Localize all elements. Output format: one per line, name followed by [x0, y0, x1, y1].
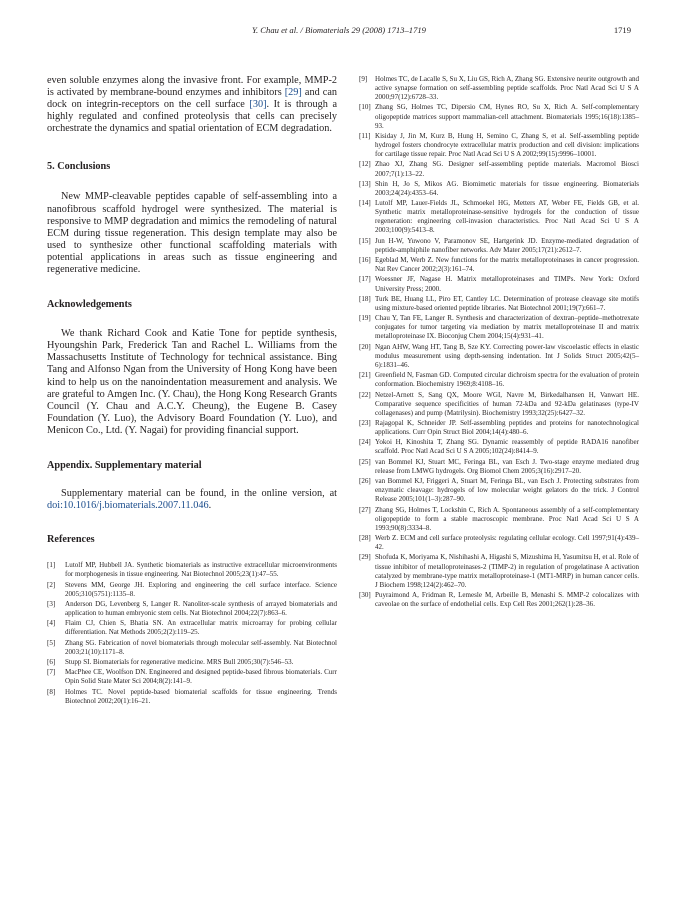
reference-text: van Bommel KJ, Friggeri A, Stuart M, Feringa BL, van Esch J. Protecting substrates from enzymatic cleavage: hydrogels of low molecular weight gelators do the trick. J Control Release 2005;101(1–3):287–90. [375, 477, 639, 504]
reference-item [359, 295, 639, 313]
reference-item [359, 199, 639, 235]
reference-number: [26] [359, 477, 371, 486]
reference-text: Rajagopal K, Schneider JP. Self-assembling peptides and proteins for nanotechnological applications. Curr Opin Struct Biol 2004;14(4):480–6. [375, 419, 639, 437]
reference-text: Turk BE, Huang LL, Piro ET, Cantley LC. Determination of protease cleavage site motifs using mixture-based oriented peptide libraries. Nat Biotechnol 2001;19(7):661–7. [375, 294, 639, 312]
reference-item [359, 591, 639, 609]
reference-item [47, 600, 337, 618]
reference-number: [5] [47, 638, 56, 647]
acknowledgements-paragraph: We thank Richard Cook and Katie Tone for peptide synthesis, Hyoungshin Park, Frederick Tan and Rachel L. Williams from the Massachusetts Institute of Technology for technical assistance. Bing Tang and Alfonso Ngan from the University of Hong Kong have been kind to help us on the nanoindentation measurement and analysis. We are grateful to Amgen Inc. (Y. Chau), the Hong Kong Research Grants Council (Y. Chau and A.C.Y. Cheung), the Eugene B. Casey Foundation (Y. Luo), the Advisory Board Foundation (Y. Luo), and Menicon Co., Ltd. (Y. Nagai) for providing financial support. [47, 328, 337, 436]
reference-text: Shin H, Jo S, Mikos AG. Biomimetic materials for tissue engineering. Biomaterials 2003;24(24):4353–64. [375, 179, 639, 197]
reference-text: Egeblad M, Werb Z. New functions for the matrix metalloproteinases in cancer progression. Nat Rev Cancer 2002;2(3):161–74. [375, 256, 639, 274]
reference-item [359, 256, 639, 274]
reference-number: [16] [359, 256, 371, 265]
reference-number: [2] [47, 580, 56, 589]
reference-text: Lutolf MP, Lauer-Fields JL, Schmoekel HG, Metters AT, Weber FE, Fields GB, et al. Synthetic matrix metalloproteinase-sensitive hydrogels for the conduction of tissue regeneration: engineering cell-invasion characteristics. Proc Natl Acad Sci U S A 2003;100(9):5413–8. [375, 199, 639, 235]
reference-number: [30] [359, 591, 371, 599]
reference-item [47, 668, 337, 686]
reference-number: [7] [47, 668, 56, 677]
reference-number: [28] [359, 534, 371, 543]
reference-item [47, 658, 337, 667]
reference-item [359, 75, 639, 102]
reference-text: Yokoi H, Kinoshita T, Zhang SG. Dynamic reassembly of peptide RADA16 nanofiber scaffold. Proc Natl Acad Sci U S A 2005;102(24):8414–9. [375, 438, 639, 456]
reference-text: Jun H-W, Yuwono V, Paramonov SE, Hartgerink JD. Enzyme-mediated degradation of peptide-amphiphile nanofiber networks. Adv Mater 2005;17(21):2612–7. [375, 236, 639, 254]
reference-text: Zhang SG, Holmes T, Lockshin C, Rich A. Spontaneous assembly of a self-complementary oligopeptide to form a stable macroscopic membrane. Proc Natl Acad Sci U S A 1993;90(8):3334–8. [375, 505, 639, 532]
appendix-heading: Appendix. Supplementary material [47, 459, 202, 471]
reference-item [359, 160, 639, 178]
reference-number: [3] [47, 599, 56, 608]
doi-link[interactable]: doi:10.1016/j.biomaterials.2007.11.046 [47, 500, 209, 512]
reference-number: [23] [359, 419, 371, 427]
reference-number: [20] [359, 342, 371, 351]
reference-item [359, 391, 639, 418]
reference-text: Holmes TC. Novel peptide-based biomaterial scaffolds for tissue engineering. Trends Biotechnol 2002;20(1):16–21. [65, 687, 337, 705]
reference-text: MacPhee CE, Woolfson DN. Engineered and designed peptide-based fibrous biomaterials. Curr Opin Solid State Mater Sci 2004;8(2):141–9. [65, 668, 337, 686]
reference-item [359, 343, 639, 370]
reference-number: [22] [359, 390, 371, 399]
reference-item [359, 275, 639, 293]
reference-text: Woessner JF, Nagase H. Matrix metalloproteinases and TIMPs. New York: Oxford University Press; 2000. [375, 275, 639, 293]
reference-item [359, 477, 639, 504]
reference-number: [1] [47, 561, 56, 570]
reference-number: [29] [359, 553, 371, 562]
reference-number: [13] [359, 179, 371, 188]
intro-paragraph: even soluble enzymes along the invasive front. For example, MMP-2 is activated by membrane-bound enzymes and inhibitors [29] and can dock on integrin-receptors on the cell surface [30]. It is through a highly regulated and confined proteolysis that cells can precisely orchestrate the dynamics and spatial orientation of ECM degradation. [47, 75, 337, 135]
reference-item [359, 237, 639, 255]
reference-item [47, 619, 337, 637]
reference-text: Anderson DG, Levenberg S, Langer R. Nanoliter-scale synthesis of arrayed biomaterials and application to human embryonic stem cells. Nat Biotechnol 2004;22(7):863–6. [65, 599, 337, 617]
reference-text: Werb Z. ECM and cell surface proteolysis: regulating cellular ecology. Cell 1997;91(4):439–42. [375, 534, 639, 552]
reference-number: [12] [359, 160, 371, 169]
reference-item [359, 438, 639, 456]
reference-text: Stevens MM, George JH. Exploring and engineering the cell surface interface. Science 2005;310(5751):1135–8. [65, 580, 337, 598]
reference-number: [10] [359, 103, 371, 112]
reference-text: Zhang SG, Holmes TC, Dipersio CM, Hynes RO, Su X, Rich A. Self-complementary oligopeptide matrices support mammalian-cell attachment. Biomaterials 1995;16(18):1385–93. [375, 103, 639, 130]
reference-text: Netzel-Arnett S, Sang QX, Moore WGI, Navre M, Birkedalhansen H, Vanwart HE. Comparative sequence specificities of human 72-kDa and 92-kDa gelatinases (type-IV collagenases) and pump (Matrilysin). Biochemistry 1993;32(25):6427–32. [375, 390, 639, 417]
right-column [359, 75, 639, 610]
reference-item [359, 458, 639, 476]
reference-number: [24] [359, 438, 371, 447]
reference-text: Kisiday J, Jin M, Kurz B, Hung H, Semino C, Zhang S, et al. Self-assembling peptide hydrogel fosters chondrocyte extracellular matrix production and cell division: implications for cartilage tissue repair. Proc Natl Acad Sci U S A 2002;99(15):9996–10001. [375, 131, 639, 159]
reference-item [359, 553, 639, 589]
references-list-left [47, 561, 337, 706]
reference-text: Holmes TC, de Lacalle S, Su X, Liu GS, Rich A, Zhang SG. Extensive neurite outgrowth and active synapse formation on self-assembling peptide scaffolds. Proc Natl Acad Sci U S A 2000;97(12):6728–33. [375, 75, 639, 102]
reference-text: Ngan AHW, Wang HT, Tang B, Sze KY. Correcting power-law viscoelastic effects in elastic modulus measurement using depth-sensing indentation. Int J Solids Struct 2005;42(5–6):1831–46. [375, 342, 639, 369]
reference-number: [11] [359, 131, 371, 140]
reference-item [359, 180, 639, 198]
running-header [47, 25, 631, 39]
reference-text: Zhang SG. Fabrication of novel biomaterials through molecular self-assembly. Nat Biotechnol 2003;21(10):1171–8. [65, 638, 337, 656]
reference-number: [4] [47, 619, 56, 628]
reference-text: Puyraimond A, Fridman R, Lemesle M, Arbeille B, Menashi S. MMP-2 colocalizes with caveolae on the surface of endothelial cells. Exp Cell Res 2001;262(1):28–36. [375, 591, 639, 609]
running-title: Y. Chau et al. / Biomaterials 29 (2008) 1713–1719 [252, 25, 426, 35]
reference-item [47, 581, 337, 599]
reference-number: [9] [359, 75, 368, 83]
left-column [47, 75, 337, 707]
reference-number: [6] [47, 658, 56, 667]
reference-number: [17] [359, 275, 371, 284]
reference-item [359, 132, 639, 159]
citation-link-29[interactable]: [29] [284, 87, 302, 99]
conclusions-heading: 5. Conclusions [47, 161, 111, 173]
reference-number: [21] [359, 371, 371, 380]
reference-number: [25] [359, 457, 371, 466]
reference-text: Stupp SI. Biomaterials for regenerative medicine. MRS Bull 2005;30(7):546–53. [65, 658, 294, 667]
references-list-right [359, 75, 639, 609]
reference-item [359, 419, 639, 437]
reference-item [359, 371, 639, 389]
reference-item [47, 639, 337, 657]
reference-number: [19] [359, 314, 371, 323]
reference-text: Shofuda K, Moriyama K, Nishihashi A, Higashi S, Mizushima H, Yasumitsu H, et al. Role of tissue inhibitor of metalloproteinases-2 (TIMP-2) in regulation of progelatinase A activation catalyzed by membrane-type matrix metalloproteinase-1 (MT1-MRP) in human cancer cells. J Biochem 1998;124(2):462–70. [375, 553, 639, 589]
reference-number: [15] [359, 236, 371, 245]
appendix-paragraph: Supplementary material can be found, in the online version, at doi:10.1016/j.biomaterials.2007.11.046. [47, 487, 337, 512]
conclusions-paragraph: New MMP-cleavable peptides capable of self-assembling into a nanofibrous scaffold hydrogel were synthesized. The material is responsive to MMP degradation and mimics the remodeling of natural ECM during tissue regeneration. This design template may also be used to synthesize other functional scaffolding materials with potential applications in areas such as tissue engineering and regenerative medicine. [47, 191, 337, 276]
reference-text: Greenfield N, Fasman GD. Computed circular dichroism spectra for the evaluation of protein conformation. Biochemistry 1969;8:4108–16. [375, 371, 639, 389]
reference-item [47, 688, 337, 706]
reference-text: Chau Y, Tan FE, Langer R. Synthesis and characterization of dextran–peptide–methotrexate conjugates for tumor targeting via mediation by matrix metalloproteinase II and matrix metalloproteinase IX. Bioconjug Chem 2004;15(4):931–41. [375, 314, 639, 341]
reference-number: [14] [359, 199, 371, 208]
reference-number: [18] [359, 294, 371, 303]
reference-number: [27] [359, 505, 371, 514]
reference-number: [8] [47, 687, 56, 696]
reference-item [47, 561, 337, 579]
reference-text: Flaim CJ, Chien S, Bhatia SN. An extracellular matrix microarray for probing cellular differentiation. Nat Methods 2005;2(2):119–25. [65, 619, 337, 637]
citation-link-30[interactable]: [30] [249, 99, 267, 111]
reference-item [359, 103, 639, 130]
reference-item [359, 314, 639, 341]
acknowledgements-heading: Acknowledgements [47, 299, 132, 311]
page-number: 1719 [613, 25, 631, 35]
references-heading: References [47, 534, 95, 546]
reference-item [359, 534, 639, 552]
reference-text: Lutolf MP, Hubbell JA. Synthetic biomaterials as instructive extracellular microenvironments for morphogenesis in tissue engineering. Nat Biotechnol 2005;23(1):47–55. [65, 561, 337, 579]
reference-text: Zhao XJ, Zhang SG. Designer self-assembling peptide materials. Macromol Biosci 2007;7(1):13–22. [375, 160, 639, 178]
reference-item [359, 506, 639, 533]
reference-text: van Bommel KJ, Stuart MC, Feringa BL, van Esch J. Two-stage enzyme mediated drug release from LMWG hydrogels. Org Biomol Chem 2005;3(16):2917–20. [375, 457, 639, 475]
